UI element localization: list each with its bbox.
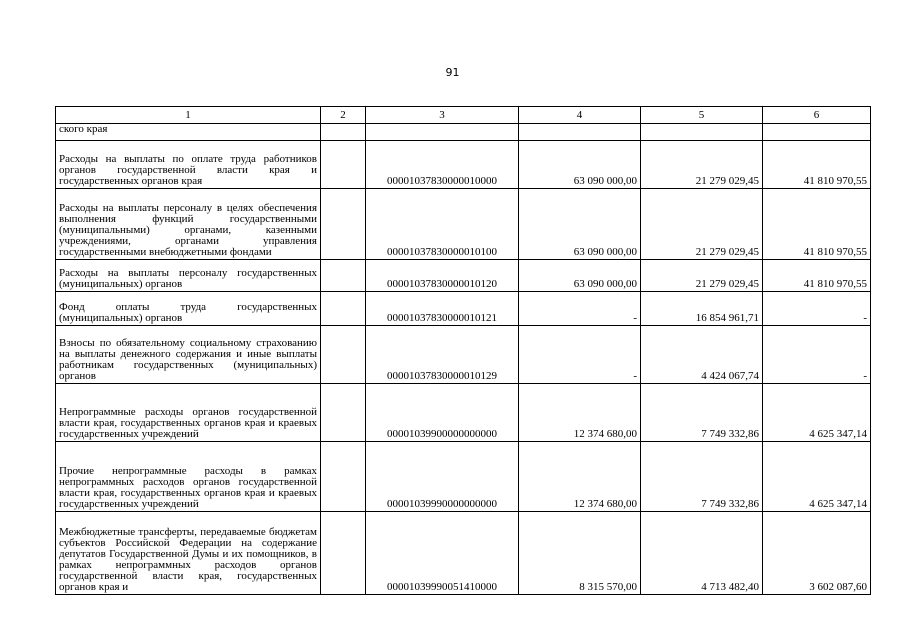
row-col6: 4 625 347,14 bbox=[763, 442, 871, 512]
row-code bbox=[366, 124, 519, 141]
row-name: Непрограммные расходы органов государственной власти края, государственных органов края и краевых государственных учреждений bbox=[56, 384, 321, 442]
row-col4: 63 090 000,00 bbox=[519, 189, 641, 260]
row-name: ского края bbox=[56, 124, 321, 141]
row-col4: 63 090 000,00 bbox=[519, 260, 641, 292]
row-col6: 41 810 970,55 bbox=[763, 260, 871, 292]
table-row bbox=[56, 292, 871, 326]
row-col2 bbox=[321, 292, 366, 326]
column-header: 5 bbox=[641, 107, 763, 124]
row-col4: 63 090 000,00 bbox=[519, 141, 641, 189]
column-header: 6 bbox=[763, 107, 871, 124]
row-code: 00001037830000010121 bbox=[366, 292, 519, 326]
column-header: 1 bbox=[56, 107, 321, 124]
table-row bbox=[56, 260, 871, 292]
row-col6 bbox=[763, 124, 871, 141]
row-code: 00001039990051410000 bbox=[366, 512, 519, 595]
row-name: Расходы на выплаты персоналу государственных (муниципальных) органов bbox=[56, 260, 321, 292]
row-col5 bbox=[641, 124, 763, 141]
table-row bbox=[56, 124, 871, 141]
row-col4: - bbox=[519, 326, 641, 384]
row-code: 00001039900000000000 bbox=[366, 384, 519, 442]
table-row bbox=[56, 442, 871, 512]
row-name: Фонд оплаты труда государственных (муниципальных) органов bbox=[56, 292, 321, 326]
page-number: 91 bbox=[445, 66, 460, 79]
row-col2 bbox=[321, 124, 366, 141]
row-col5: 4 713 482,40 bbox=[641, 512, 763, 595]
row-col2 bbox=[321, 384, 366, 442]
row-col2 bbox=[321, 442, 366, 512]
row-name: Прочие непрограммные расходы в рамках непрограммных расходов органов государственной власти края, государственных органов края и краевых государственных учреждений bbox=[56, 442, 321, 512]
row-col2 bbox=[321, 326, 366, 384]
row-col5: 21 279 029,45 bbox=[641, 141, 763, 189]
row-col4: - bbox=[519, 292, 641, 326]
row-col4: 12 374 680,00 bbox=[519, 384, 641, 442]
row-col2 bbox=[321, 189, 366, 260]
row-code: 00001037830000010000 bbox=[366, 141, 519, 189]
table-row bbox=[56, 141, 871, 189]
table-row bbox=[56, 512, 871, 595]
row-code: 00001037830000010100 bbox=[366, 189, 519, 260]
table-header-row bbox=[56, 107, 871, 124]
row-code: 00001037830000010129 bbox=[366, 326, 519, 384]
table-row bbox=[56, 384, 871, 442]
row-col5: 4 424 067,74 bbox=[641, 326, 763, 384]
table-row bbox=[56, 326, 871, 384]
row-col5: 7 749 332,86 bbox=[641, 442, 763, 512]
row-col6: - bbox=[763, 292, 871, 326]
row-col4 bbox=[519, 124, 641, 141]
row-col6: 3 602 087,60 bbox=[763, 512, 871, 595]
row-col6: 41 810 970,55 bbox=[763, 141, 871, 189]
row-name: Взносы по обязательному социальному страхованию на выплаты денежного содержания и иные выплаты работникам государственных (муниципальных) органов bbox=[56, 326, 321, 384]
row-col5: 21 279 029,45 bbox=[641, 189, 763, 260]
row-col4: 12 374 680,00 bbox=[519, 442, 641, 512]
row-code: 00001039990000000000 bbox=[366, 442, 519, 512]
column-header: 4 bbox=[519, 107, 641, 124]
row-name: Расходы на выплаты по оплате труда работников органов государственной власти края и государственных органов края bbox=[56, 141, 321, 189]
row-col5: 16 854 961,71 bbox=[641, 292, 763, 326]
column-header: 2 bbox=[321, 107, 366, 124]
column-header: 3 bbox=[366, 107, 519, 124]
row-col2 bbox=[321, 141, 366, 189]
row-col6: - bbox=[763, 326, 871, 384]
row-col5: 21 279 029,45 bbox=[641, 260, 763, 292]
row-col5: 7 749 332,86 bbox=[641, 384, 763, 442]
row-col2 bbox=[321, 512, 366, 595]
row-name: Расходы на выплаты персоналу в целях обеспечения выполнения функций государственными (муниципальными) органами, казенными учреждениями, органами управления государственными внебюджетными фондами bbox=[56, 189, 321, 260]
row-code: 00001037830000010120 bbox=[366, 260, 519, 292]
row-col6: 41 810 970,55 bbox=[763, 189, 871, 260]
row-col4: 8 315 570,00 bbox=[519, 512, 641, 595]
row-col2 bbox=[321, 260, 366, 292]
table-row bbox=[56, 189, 871, 260]
budget-table bbox=[55, 106, 871, 595]
row-name: Межбюджетные трансферты, передаваемые бюджетам субъектов Российской Федерации на содержание депутатов Государственной Думы и их помощников, в рамках непрограммных расходов органов государственной власти края, государственных органов края и bbox=[56, 512, 321, 595]
row-col6: 4 625 347,14 bbox=[763, 384, 871, 442]
